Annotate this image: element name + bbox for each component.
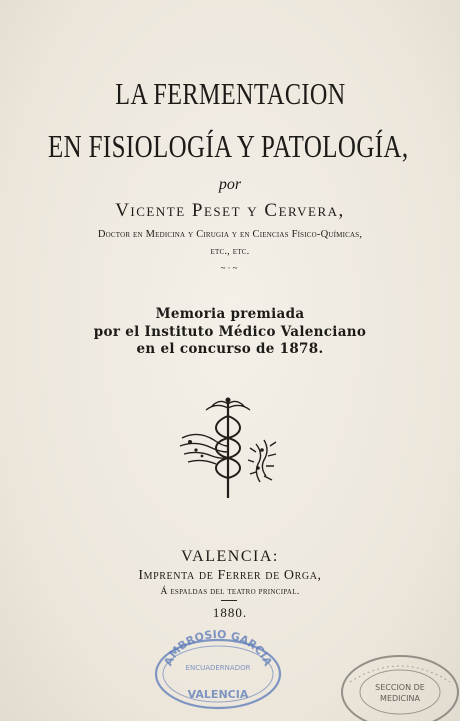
author-degree-line-1: Doctor en Medicina y Cirugia y en Ciencias Físico-Químicas, — [97, 229, 363, 240]
binder-stamp-icon — [152, 630, 284, 710]
byline: por — [218, 176, 242, 193]
imprint-printer: Imprenta de Ferrer de Orga, — [138, 568, 322, 583]
svg-text:AMBROSIO GARCIA — [162, 630, 275, 668]
title-line-2: EN FISIOLOGÍA Y PATOLOGÍA, — [47, 128, 409, 164]
binder-stamp-line-3: VALENCIA — [187, 688, 249, 701]
binder-stamp-line-2: ENCUADERNADOR — [185, 664, 251, 672]
library-stamp-icon — [336, 652, 460, 721]
imprint-rule — [221, 600, 237, 601]
author-degree-line-2: etc., etc. — [210, 246, 250, 257]
award-line-1: Memoria premiada — [155, 306, 305, 322]
imprint-city: VALENCIA: — [181, 548, 279, 565]
library-stamp-line-2: MEDICINA — [380, 694, 420, 703]
binder-stamp-line-1: AMBROSIO GARCIA — [161, 630, 275, 668]
ornament-divider: ~·~ — [220, 263, 240, 273]
award-line-2: por el Instituto Médico Valenciano — [93, 324, 367, 340]
title-line-1: LA FERMENTACION — [115, 76, 346, 111]
imprint-year: 1880. — [212, 605, 248, 620]
caduceus-emblem-icon — [168, 394, 288, 504]
author-name: Vicente Peset y Cervera, — [115, 200, 345, 221]
award-line-3: en el concurso de 1878. — [136, 341, 324, 357]
library-stamp-line-1: SECCION DE — [375, 683, 425, 692]
imprint-address: Á espaldas del teatro principal. — [160, 587, 300, 597]
